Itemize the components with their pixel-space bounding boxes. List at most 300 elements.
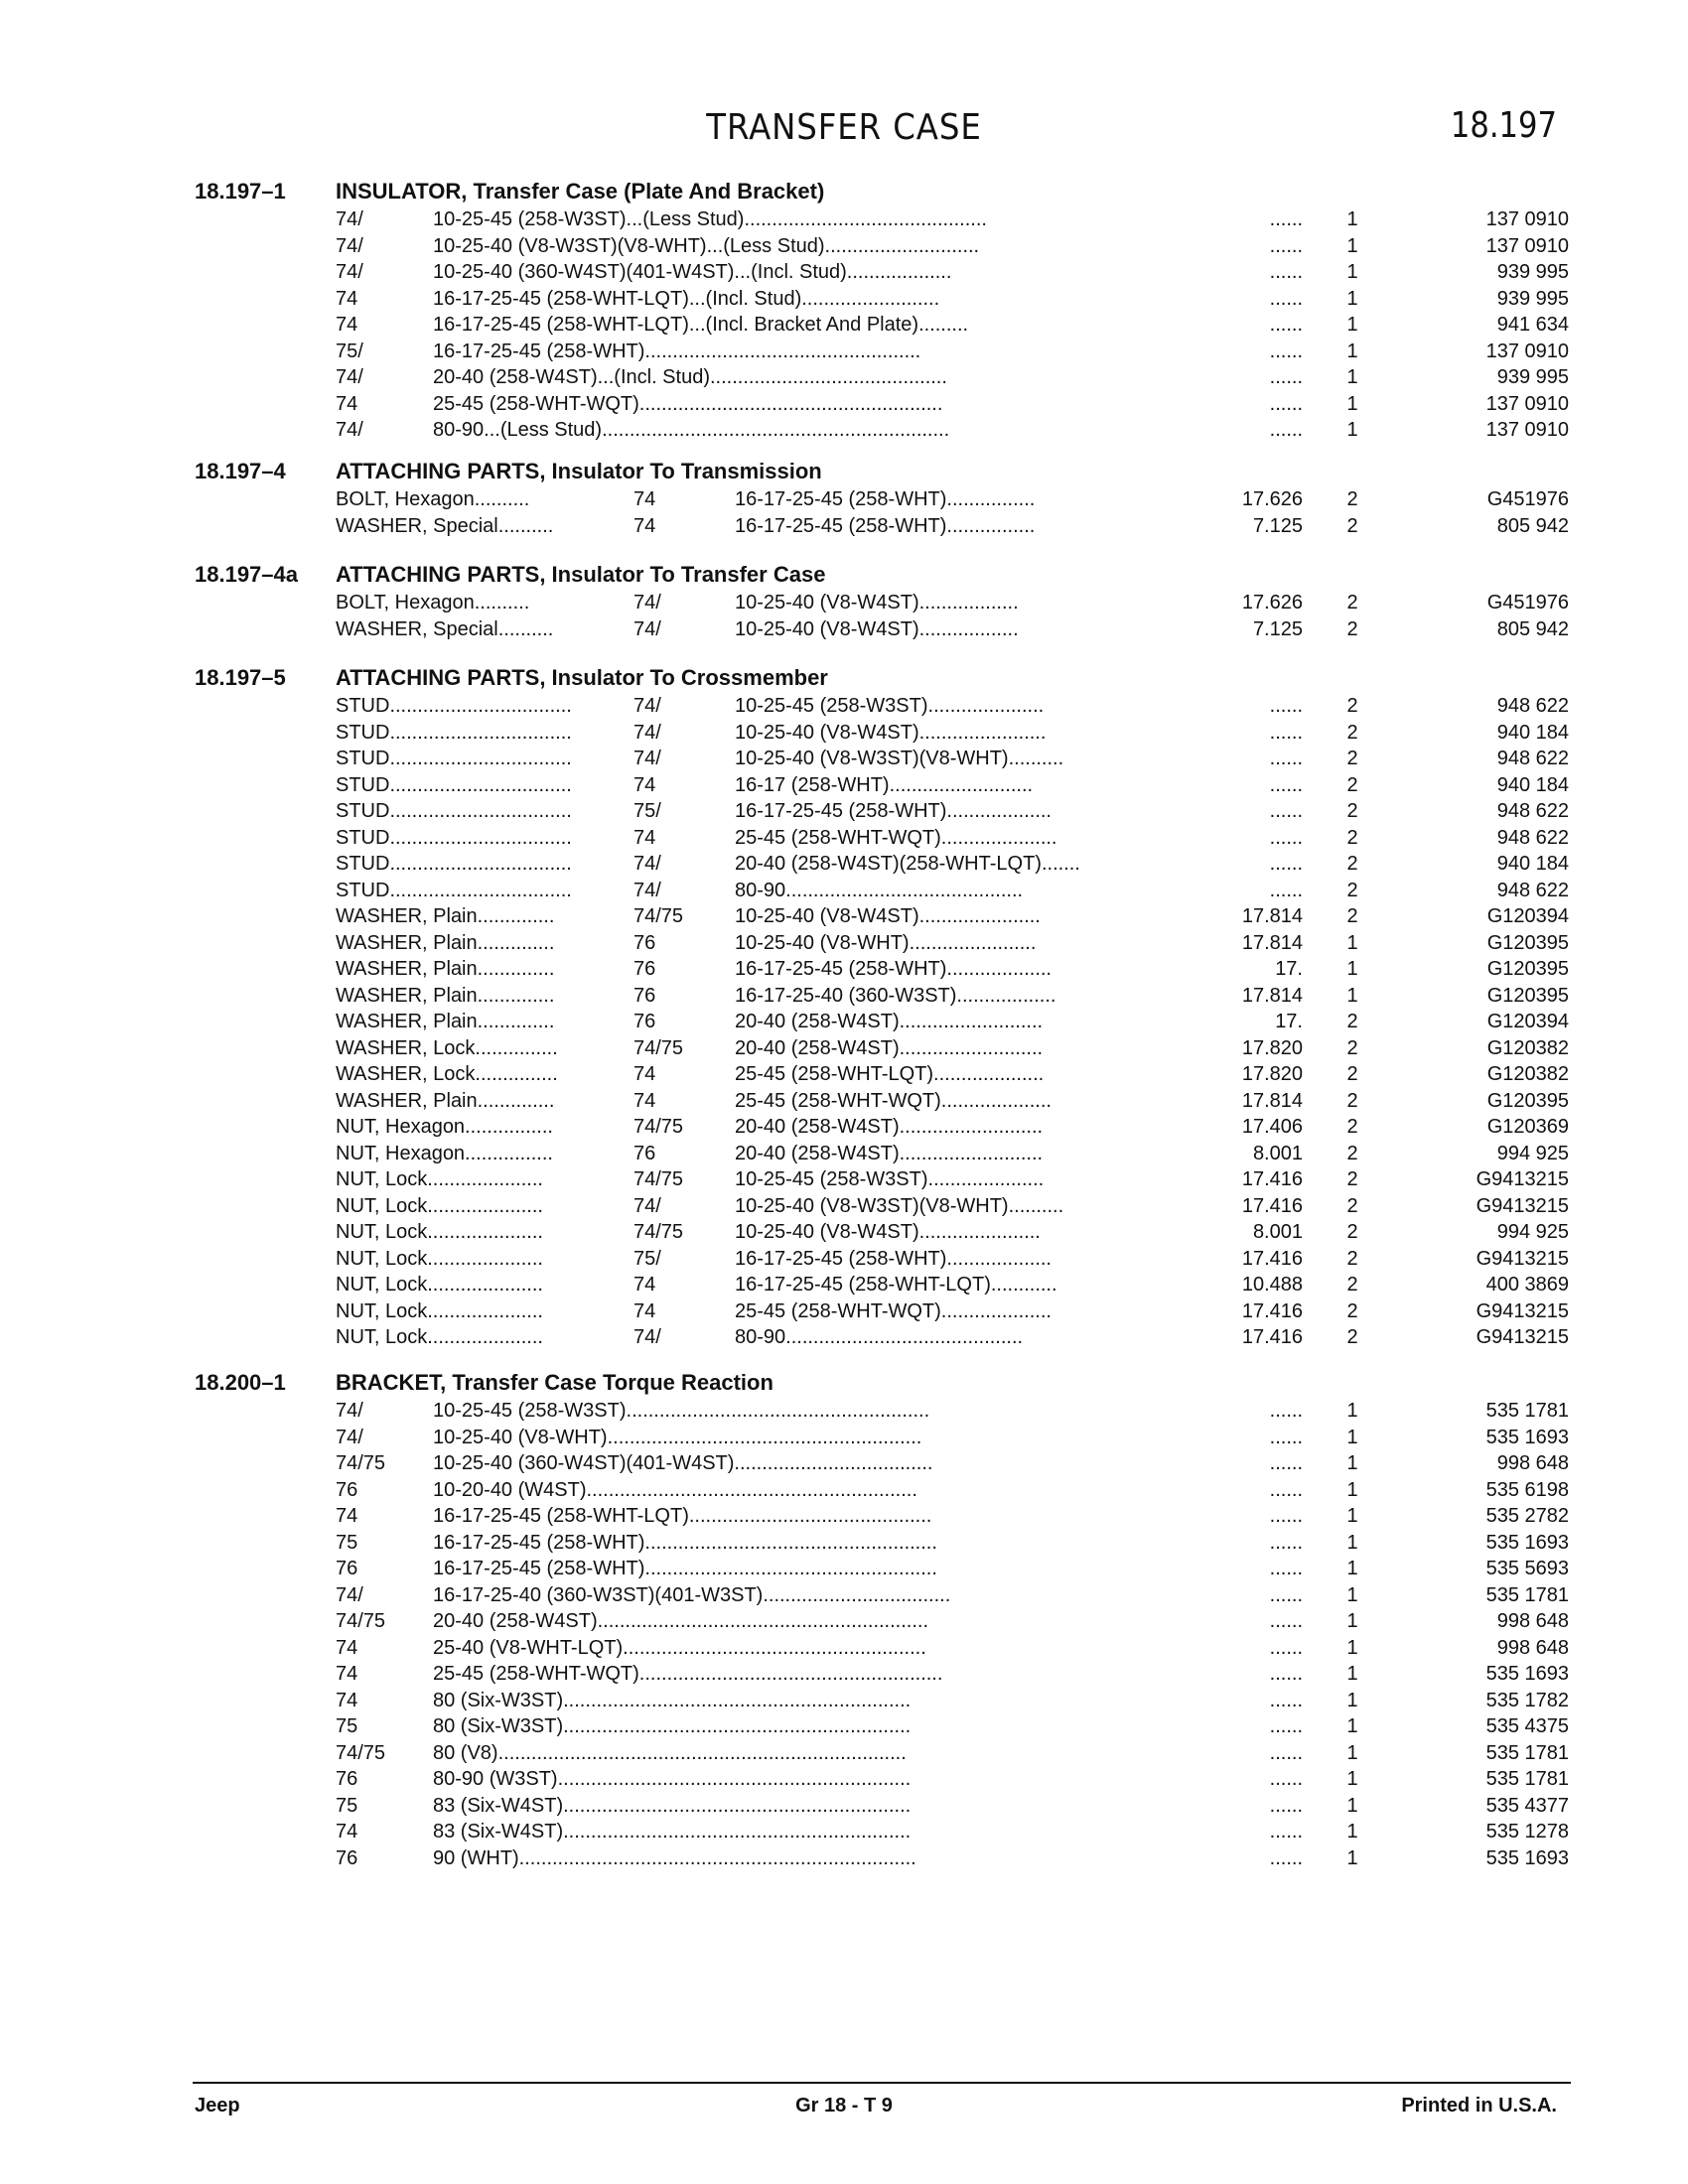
part-row (0, 1116, 1688, 1143)
quantity: 1 (1346, 1610, 1358, 1632)
ref-number: ...... (1269, 853, 1303, 875)
ref-number: ...... (1269, 1452, 1303, 1474)
section-number: 18.197–5 (195, 665, 286, 690)
part-number: 940 184 (1496, 721, 1569, 744)
model-year: 76 (633, 1011, 656, 1032)
application: 16-17-25-40 (360-W3ST)(401-W3ST).................................. (433, 1583, 951, 1606)
part-number: 948 622 (1496, 826, 1569, 849)
application: 10-25-45 (258-W3ST)..................... (735, 1168, 1045, 1190)
quantity: 2 (1346, 1116, 1358, 1138)
ref-number: ...... (1269, 1846, 1303, 1869)
ref-number: 8.001 (1252, 1221, 1303, 1243)
part-row (0, 1637, 1688, 1664)
quantity: 2 (1346, 1299, 1358, 1322)
application: 80 (Six-W3ST)............................................................... (433, 1715, 912, 1737)
part-row (0, 1768, 1688, 1795)
section (0, 179, 1688, 446)
part-number: 805 942 (1496, 514, 1569, 537)
section-title: ATTACHING PARTS, Insulator To Transmission (336, 459, 822, 483)
part-row (0, 488, 1688, 515)
application: 20-40 (258-W4ST).......................... (735, 1116, 1044, 1138)
model-year: 74/75 (336, 1610, 386, 1632)
part-row (0, 314, 1688, 341)
quantity: 2 (1346, 905, 1358, 927)
part-name: STUD................................. (336, 826, 572, 849)
ref-number: ...... (1269, 1610, 1303, 1632)
model-year: 75 (336, 1794, 358, 1817)
model-year: 74 (633, 514, 656, 537)
ref-number: 17.416 (1241, 1194, 1303, 1217)
quantity: 1 (1346, 1821, 1358, 1843)
model-year: 74 (336, 287, 358, 310)
part-number: G9413215 (1476, 1326, 1569, 1348)
ref-number: 17.416 (1241, 1168, 1303, 1190)
part-number: G120394 (1486, 1011, 1569, 1032)
part-name: NUT, Lock..................... (336, 1326, 543, 1348)
application: 25-45 (258-WHT-WQT)....................................................... (433, 392, 943, 415)
part-row (0, 722, 1688, 749)
page-title: TRANSFER CASE (706, 107, 982, 148)
part-number: 994 925 (1496, 1221, 1569, 1243)
ref-number: ...... (1269, 1505, 1303, 1527)
quantity: 1 (1346, 1846, 1358, 1869)
quantity: 2 (1346, 826, 1358, 849)
quantity: 1 (1346, 1558, 1358, 1579)
section (0, 459, 1688, 541)
ref-number: ...... (1269, 419, 1303, 441)
part-name: WASHER, Lock............... (336, 1036, 558, 1059)
ref-number: ...... (1269, 314, 1303, 336)
model-year: 75 (336, 1715, 358, 1737)
part-name: STUD................................. (336, 853, 572, 875)
application: 25-45 (258-WHT-LQT).................... (735, 1063, 1045, 1085)
model-year: 74/75 (633, 905, 684, 927)
model-year: 75 (336, 1531, 358, 1554)
part-name: WASHER, Plain.............. (336, 905, 555, 927)
model-year: 74/75 (336, 1741, 386, 1764)
part-number: 948 622 (1496, 879, 1569, 901)
ref-number: 17.406 (1241, 1116, 1303, 1138)
quantity: 2 (1346, 1036, 1358, 1059)
quantity: 1 (1346, 340, 1358, 362)
part-row (0, 1037, 1688, 1064)
ref-number: ...... (1269, 1741, 1303, 1764)
part-number: 535 1781 (1485, 1741, 1569, 1764)
part-row (0, 1742, 1688, 1769)
part-row (0, 853, 1688, 880)
quantity: 1 (1346, 208, 1358, 230)
part-name: NUT, Lock..................... (336, 1299, 543, 1322)
application: 25-45 (258-WHT-WQT)....................................................... (433, 1663, 943, 1685)
quantity: 1 (1346, 984, 1358, 1007)
quantity: 1 (1346, 261, 1358, 283)
part-number: G120382 (1486, 1063, 1569, 1085)
part-name: WASHER, Lock............... (336, 1063, 558, 1085)
ref-number: ...... (1269, 1478, 1303, 1501)
application: 16-17-25-45 (258-WHT).................................................. (433, 340, 921, 362)
application: 16-17-25-45 (258-WHT)................ (735, 514, 1036, 537)
quantity: 1 (1346, 234, 1358, 257)
model-year: 76 (336, 1478, 358, 1501)
model-year: 74 (336, 1505, 358, 1527)
part-row (0, 958, 1688, 985)
ref-number: 17. (1275, 1011, 1303, 1032)
part-number: G9413215 (1476, 1247, 1569, 1270)
application: 10-25-40 (V8-W3ST)(V8-WHT).......... (735, 1194, 1064, 1217)
model-year: 74/ (633, 1326, 661, 1348)
quantity: 1 (1346, 1505, 1358, 1527)
part-row (0, 1248, 1688, 1275)
ref-number: 17.416 (1241, 1247, 1303, 1270)
part-name: STUD................................. (336, 879, 572, 901)
part-row (0, 880, 1688, 906)
part-row (0, 1715, 1688, 1742)
model-year: 74/75 (633, 1036, 684, 1059)
section-title: INSULATOR, Transfer Case (Plate And Bracket) (336, 179, 825, 204)
part-row (0, 1558, 1688, 1584)
quantity: 2 (1346, 853, 1358, 875)
section (0, 1370, 1688, 1873)
application: 16-17 (258-WHT).......................... (735, 773, 1034, 796)
ref-number: ...... (1269, 366, 1303, 388)
model-year: 74/ (633, 853, 661, 875)
part-number: G120382 (1486, 1036, 1569, 1059)
ref-number: 10.488 (1241, 1274, 1303, 1296)
part-name: STUD................................. (336, 695, 572, 717)
model-year: 74/ (336, 1583, 363, 1606)
part-number: 998 648 (1496, 1452, 1569, 1474)
ref-number: ...... (1269, 695, 1303, 717)
part-number: 940 184 (1496, 853, 1569, 875)
part-row (0, 905, 1688, 932)
section-title: ATTACHING PARTS, Insulator To Crossmember (336, 665, 828, 690)
section-header (0, 665, 1688, 695)
model-year: 76 (633, 931, 656, 954)
part-number: 939 995 (1496, 287, 1569, 310)
model-year: 74/ (633, 1194, 661, 1217)
part-row (0, 800, 1688, 827)
application: 10-25-40 (V8-W4ST).................. (735, 592, 1019, 614)
part-number: 535 5693 (1485, 1558, 1569, 1579)
ref-number: 7.125 (1252, 514, 1303, 537)
ref-number: 17.814 (1241, 1089, 1303, 1112)
part-name: WASHER, Special.......... (336, 617, 554, 640)
model-year: 74/ (633, 721, 661, 744)
part-name: STUD................................. (336, 800, 572, 822)
part-number: 535 1278 (1485, 1821, 1569, 1843)
application: 25-45 (258-WHT-WQT).................... (735, 1299, 1052, 1322)
ref-number: ...... (1269, 748, 1303, 769)
footer-group: Gr 18 - T 9 (795, 2095, 893, 2116)
quantity: 2 (1346, 800, 1358, 822)
model-year: 74 (633, 1274, 656, 1296)
part-number: 535 1782 (1485, 1689, 1569, 1711)
part-number: 535 4377 (1485, 1794, 1569, 1817)
application: 10-25-45 (258-W3ST)..................... (735, 695, 1045, 717)
ref-number: ...... (1269, 826, 1303, 849)
part-row (0, 1795, 1688, 1822)
application: 10-25-40 (360-W4ST)(401-W4ST)...(Incl. Stud)................... (433, 261, 952, 283)
application: 83 (Six-W4ST)............................................................... (433, 1794, 912, 1817)
part-row (0, 1400, 1688, 1427)
model-year: 74/ (633, 617, 661, 640)
quantity: 1 (1346, 1426, 1358, 1448)
quantity: 2 (1346, 1142, 1358, 1164)
ref-number: 17.416 (1241, 1326, 1303, 1348)
part-name: NUT, Hexagon................ (336, 1116, 553, 1138)
ref-number: 17.820 (1241, 1036, 1303, 1059)
part-number: G451976 (1486, 488, 1569, 510)
part-number: 994 925 (1496, 1142, 1569, 1164)
quantity: 1 (1346, 1663, 1358, 1685)
model-year: 76 (633, 984, 656, 1007)
part-name: WASHER, Plain.............. (336, 958, 555, 980)
model-year: 74/ (633, 748, 661, 769)
ref-number: 17.626 (1241, 592, 1303, 614)
application: 16-17-25-45 (258-WHT)................ (735, 488, 1036, 510)
application: 16-17-25-45 (258-WHT-LQT)............ (735, 1274, 1057, 1296)
ref-number: ...... (1269, 879, 1303, 901)
quantity: 2 (1346, 748, 1358, 769)
model-year: 76 (336, 1558, 358, 1579)
part-row (0, 1821, 1688, 1847)
part-name: BOLT, Hexagon.......... (336, 592, 530, 614)
part-name: NUT, Hexagon................ (336, 1142, 553, 1164)
section-header (0, 459, 1688, 488)
quantity: 2 (1346, 1168, 1358, 1190)
model-year: 74 (633, 1299, 656, 1322)
part-number: 948 622 (1496, 748, 1569, 769)
ref-number: ...... (1269, 1558, 1303, 1579)
ref-number: ...... (1269, 773, 1303, 796)
part-row (0, 288, 1688, 315)
part-number: G451976 (1486, 592, 1569, 614)
part-row (0, 1221, 1688, 1248)
application: 80 (V8).......................................................................... (433, 1741, 907, 1764)
quantity: 2 (1346, 1221, 1358, 1243)
ref-number: ...... (1269, 1426, 1303, 1448)
part-number: 535 1693 (1485, 1663, 1569, 1685)
section-title: ATTACHING PARTS, Insulator To Transfer Case (336, 562, 826, 587)
quantity: 2 (1346, 592, 1358, 614)
quantity: 1 (1346, 1689, 1358, 1711)
ref-number: 17.814 (1241, 931, 1303, 954)
model-year: 76 (336, 1768, 358, 1790)
quantity: 1 (1346, 287, 1358, 310)
ref-number: ...... (1269, 800, 1303, 822)
ref-number: ...... (1269, 340, 1303, 362)
part-number: G120394 (1486, 905, 1569, 927)
application: 10-25-40 (V8-W3ST)(V8-WHT)...(Less Stud)............................ (433, 234, 980, 257)
part-row (0, 592, 1688, 618)
part-number: 400 3869 (1485, 1274, 1569, 1296)
application: 80 (Six-W3ST)............................................................... (433, 1689, 912, 1711)
application: 25-40 (V8-WHT-LQT)....................................................... (433, 1636, 926, 1659)
ref-number: ...... (1269, 1794, 1303, 1817)
part-number: G9413215 (1476, 1168, 1569, 1190)
model-year: 74 (633, 773, 656, 796)
part-row (0, 366, 1688, 393)
quantity: 2 (1346, 1011, 1358, 1032)
quantity: 1 (1346, 1768, 1358, 1790)
part-row (0, 1195, 1688, 1222)
ref-number: 17.416 (1241, 1299, 1303, 1322)
ref-number: ...... (1269, 1768, 1303, 1790)
application: 10-25-45 (258-W3ST)....................................................... (433, 1400, 930, 1422)
part-row (0, 1300, 1688, 1327)
quantity: 1 (1346, 1452, 1358, 1474)
model-year: 74/ (336, 261, 363, 283)
application: 20-40 (258-W4ST).......................... (735, 1036, 1044, 1059)
application: 80-90........................................... (735, 879, 1024, 901)
model-year: 74 (633, 826, 656, 849)
ref-number: ...... (1269, 261, 1303, 283)
ref-number: 17. (1275, 958, 1303, 980)
model-year: 74/ (633, 592, 661, 614)
part-name: WASHER, Plain.............. (336, 1011, 555, 1032)
quantity: 1 (1346, 366, 1358, 388)
application: 16-17-25-45 (258-WHT)................... (735, 1247, 1052, 1270)
part-number: 137 0910 (1485, 392, 1569, 415)
part-row (0, 393, 1688, 420)
application: 16-17-25-45 (258-WHT-LQT)............................................ (433, 1505, 932, 1527)
part-row (0, 1427, 1688, 1453)
model-year: 75/ (336, 340, 363, 362)
part-name: NUT, Lock..................... (336, 1168, 543, 1190)
part-row (0, 419, 1688, 446)
model-year: 74/ (633, 879, 661, 901)
quantity: 2 (1346, 1089, 1358, 1112)
application: 10-25-40 (V8-W4ST)...................... (735, 1221, 1041, 1243)
section-number: 18.197–1 (195, 179, 286, 204)
part-name: WASHER, Plain.............. (336, 984, 555, 1007)
part-number: 998 648 (1496, 1610, 1569, 1632)
model-year: 74 (336, 1689, 358, 1711)
part-number: 940 184 (1496, 773, 1569, 796)
footer-printed: Printed in U.S.A. (1401, 2095, 1557, 2116)
section-number: 18.197–4a (195, 562, 298, 587)
part-number: G120395 (1486, 931, 1569, 954)
part-number: G120395 (1486, 958, 1569, 980)
part-number: 939 995 (1496, 261, 1569, 283)
application: 80-90........................................... (735, 1326, 1024, 1348)
application: 16-17-25-45 (258-WHT)................... (735, 958, 1052, 980)
part-number: 998 648 (1496, 1636, 1569, 1659)
model-year: 74/ (336, 419, 363, 441)
part-name: BOLT, Hexagon.......... (336, 488, 530, 510)
model-year: 74/75 (633, 1116, 684, 1138)
part-row (0, 985, 1688, 1012)
part-name: WASHER, Plain.............. (336, 1089, 555, 1112)
part-name: STUD................................. (336, 721, 572, 744)
part-number: G9413215 (1476, 1194, 1569, 1217)
application: 16-17-25-40 (360-W3ST).................. (735, 984, 1056, 1007)
application: 10-25-40 (V8-W3ST)(V8-WHT).......... (735, 748, 1064, 769)
ref-number: ...... (1269, 392, 1303, 415)
part-row (0, 618, 1688, 645)
application: 20-40 (258-W4ST).......................... (735, 1142, 1044, 1164)
model-year: 74/ (336, 208, 363, 230)
quantity: 1 (1346, 392, 1358, 415)
application: 80-90 (W3ST)................................................................ (433, 1768, 912, 1790)
part-row (0, 932, 1688, 959)
ref-number: ...... (1269, 1821, 1303, 1843)
quantity: 1 (1346, 1400, 1358, 1422)
part-number: 535 6198 (1485, 1478, 1569, 1501)
quantity: 2 (1346, 1326, 1358, 1348)
quantity: 2 (1346, 1063, 1358, 1085)
quantity: 2 (1346, 773, 1358, 796)
footer-rule (193, 2082, 1571, 2084)
ref-number: 17.814 (1241, 984, 1303, 1007)
part-row (0, 1090, 1688, 1117)
ref-number: ...... (1269, 1583, 1303, 1606)
application: 10-25-45 (258-W3ST)...(Less Stud)............................................ (433, 208, 987, 230)
quantity: 2 (1346, 617, 1358, 640)
quantity: 2 (1346, 879, 1358, 901)
ref-number: 7.125 (1252, 617, 1303, 640)
part-row (0, 1274, 1688, 1300)
ref-number: 17.814 (1241, 905, 1303, 927)
part-number: G120395 (1486, 1089, 1569, 1112)
part-name: STUD................................. (336, 773, 572, 796)
ref-number: ...... (1269, 1636, 1303, 1659)
part-number: 137 0910 (1485, 340, 1569, 362)
part-name: WASHER, Plain.............. (336, 931, 555, 954)
part-name: NUT, Lock..................... (336, 1221, 543, 1243)
part-number: 535 1693 (1485, 1531, 1569, 1554)
part-row (0, 261, 1688, 288)
quantity: 2 (1346, 1247, 1358, 1270)
application: 10-25-40 (V8-W4ST).................. (735, 617, 1019, 640)
section-number: 18.200–1 (195, 1370, 286, 1395)
ref-number: 17.820 (1241, 1063, 1303, 1085)
model-year: 74/75 (633, 1221, 684, 1243)
part-number: 137 0910 (1485, 208, 1569, 230)
part-number: 948 622 (1496, 800, 1569, 822)
ref-number: 8.001 (1252, 1142, 1303, 1164)
section (0, 665, 1688, 1353)
model-year: 74/ (336, 1426, 363, 1448)
part-row (0, 1168, 1688, 1195)
part-number: 535 1693 (1485, 1846, 1569, 1869)
model-year: 74 (336, 314, 358, 336)
part-row (0, 1143, 1688, 1169)
application: 20-40 (258-W4ST).......................... (735, 1011, 1044, 1032)
part-name: STUD................................. (336, 748, 572, 769)
part-row (0, 1063, 1688, 1090)
quantity: 1 (1346, 419, 1358, 441)
section (0, 562, 1688, 644)
part-number: G9413215 (1476, 1299, 1569, 1322)
ref-number: ...... (1269, 1663, 1303, 1685)
ref-number: ...... (1269, 1715, 1303, 1737)
model-year: 76 (633, 958, 656, 980)
quantity: 2 (1346, 488, 1358, 510)
application: 10-20-40 (W4ST)............................................................ (433, 1478, 917, 1501)
ref-number: ...... (1269, 1689, 1303, 1711)
part-row (0, 748, 1688, 774)
part-row (0, 774, 1688, 801)
model-year: 74 (336, 1821, 358, 1843)
model-year: 76 (633, 1142, 656, 1164)
part-number: 535 1693 (1485, 1426, 1569, 1448)
quantity: 2 (1346, 1274, 1358, 1296)
part-number: 948 622 (1496, 695, 1569, 717)
part-number: 535 1781 (1485, 1768, 1569, 1790)
ref-number: ...... (1269, 1400, 1303, 1422)
application: 83 (Six-W4ST)............................................................... (433, 1821, 912, 1843)
